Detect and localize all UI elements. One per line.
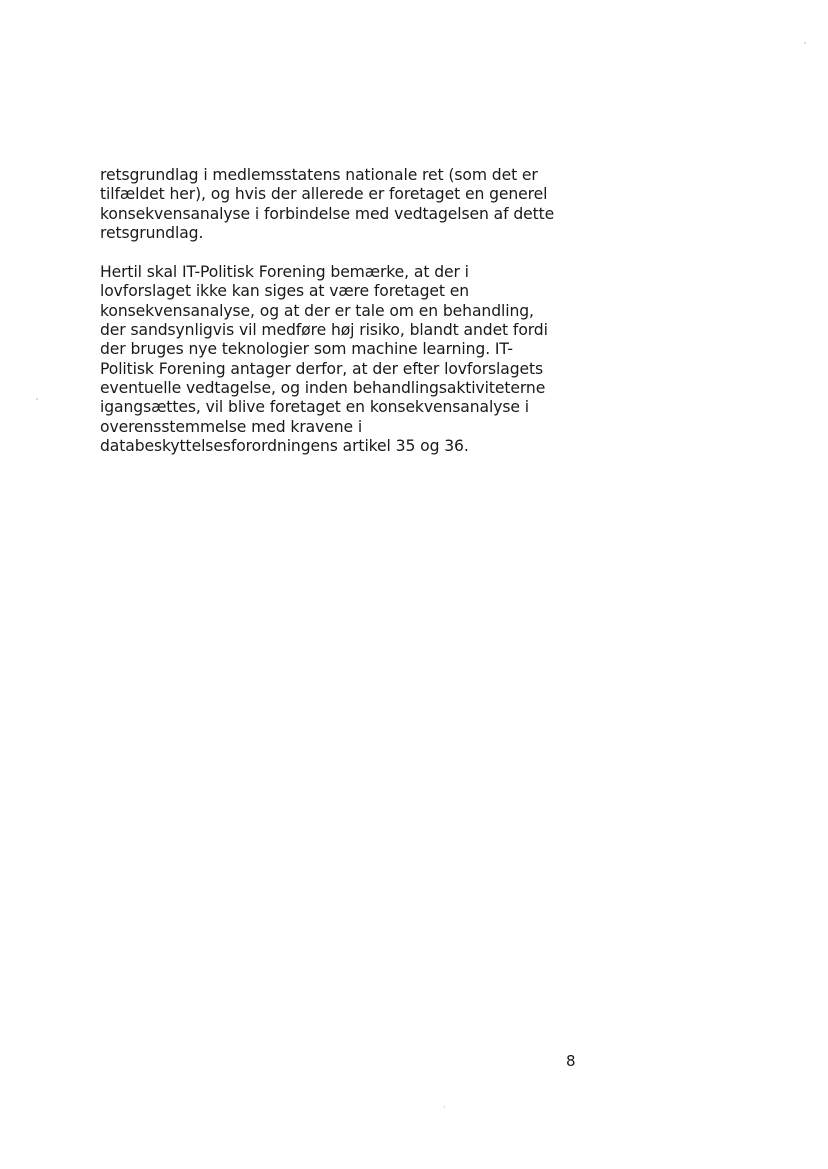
text-line: retsgrundlag i medlemsstatens nationale ret (som det er bbox=[100, 166, 538, 184]
page-number: 8 bbox=[566, 1052, 576, 1070]
text-line: lovforslaget ikke kan siges at være foretaget en bbox=[100, 282, 470, 301]
text-line: databeskyttelsesforordningens artikel 35 og 36. bbox=[100, 436, 469, 455]
text-line: Hertil skal IT-Politisk Forening bemærke, at der i bbox=[100, 263, 469, 282]
scan-speck bbox=[36, 398, 38, 400]
scan-speck bbox=[444, 1106, 445, 1108]
scan-speck bbox=[804, 42, 806, 44]
text-line: konsekvensanalyse i forbindelse med vedtagelsen af dette bbox=[100, 204, 555, 223]
text-line: retsgrundlag. bbox=[100, 223, 204, 242]
text-line: der sandsynligvis vil medføre høj risiko, blandt andet fordi bbox=[100, 321, 548, 340]
paragraph-2 bbox=[100, 263, 590, 456]
text-line: Politisk Forening antager derfor, at der efter lovforslagets bbox=[100, 359, 544, 378]
paragraph-1 bbox=[100, 166, 590, 243]
paragraph-spacer bbox=[100, 243, 590, 263]
text-line: konsekvensanalyse, og at der er tale om en behandling, bbox=[100, 301, 534, 320]
text-line: tilfældet her), og hvis der allerede er foretaget en generel bbox=[100, 185, 548, 204]
text-line: der bruges nye teknologier som machine learning. IT- bbox=[100, 340, 513, 359]
body-text bbox=[100, 166, 590, 456]
text-line: overensstemmelse med kravene i bbox=[100, 417, 363, 436]
text-line: eventuelle vedtagelse, og inden behandlingsaktiviteterne bbox=[100, 378, 546, 397]
text-line: igangsættes, vil blive foretaget en konsekvensanalyse i bbox=[100, 398, 529, 417]
